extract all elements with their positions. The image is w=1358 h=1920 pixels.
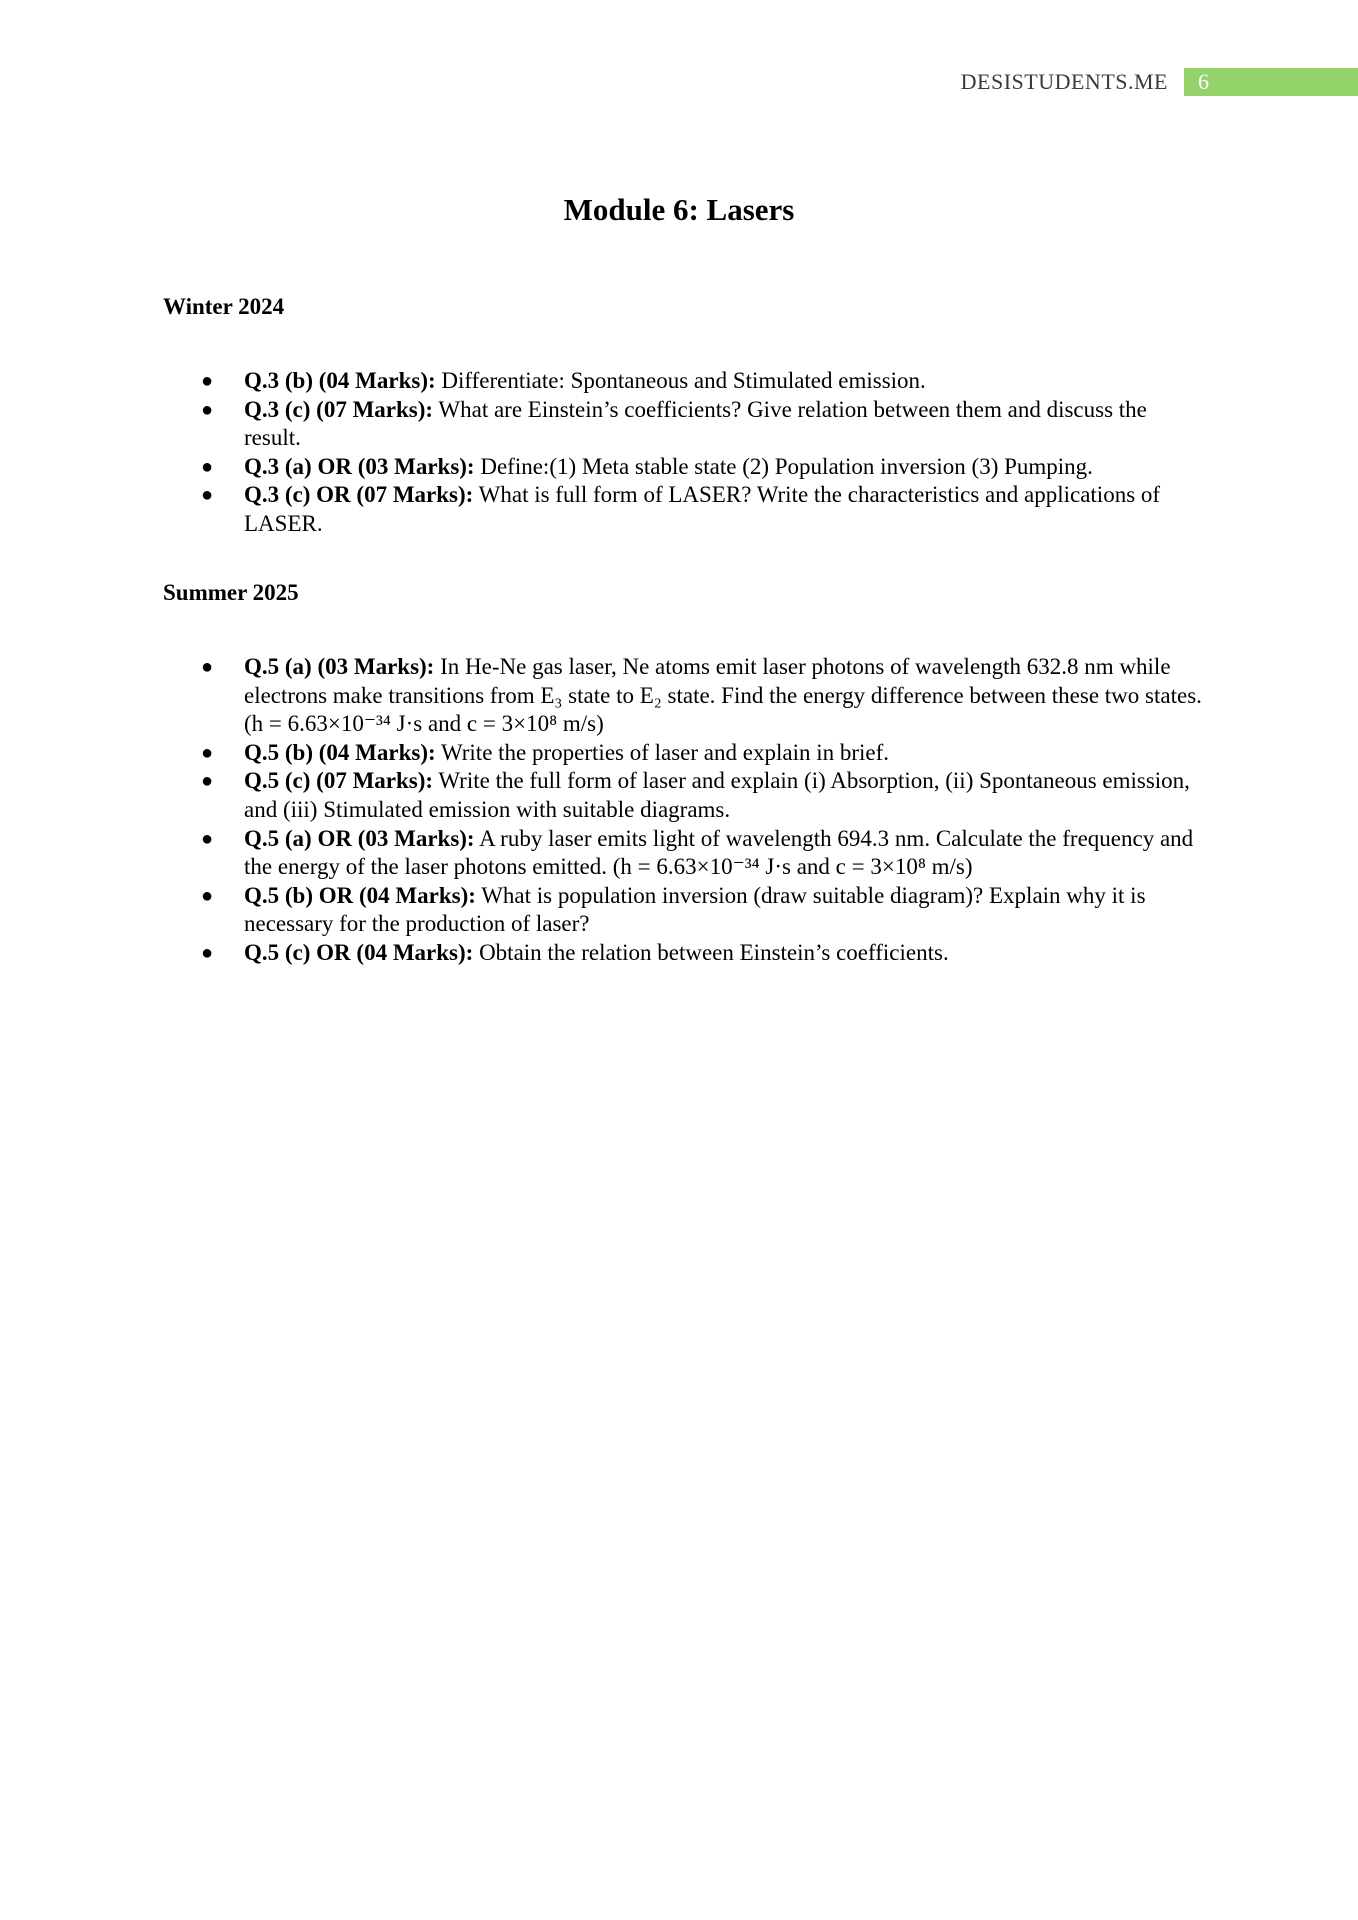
question-text: Define:(1) Meta stable state (2) Population inversion (3) Pumping.	[474, 453, 1093, 479]
section-heading: Summer 2025	[163, 580, 299, 605]
bullet-icon: ●	[201, 827, 214, 850]
question-label: Q.3 (c) OR (07 Marks):	[244, 482, 474, 508]
question-item	[163, 367, 1203, 396]
question-item	[163, 882, 1203, 939]
section-heading: Winter 2024	[163, 294, 285, 319]
bullet-icon: ●	[201, 455, 214, 478]
question-label: Q.5 (c) (07 Marks):	[244, 768, 434, 794]
page-number-box	[1184, 68, 1358, 96]
question-text: Obtain the relation between Einstein’s coefficients.	[473, 939, 949, 965]
question-label: Q.5 (a) OR (03 Marks):	[244, 825, 475, 851]
module-title: Module 6: Lasers	[563, 192, 795, 227]
section-winter-2024	[163, 292, 1203, 539]
question-text: What are Einstein’s coefficients? Give relation between them and discuss the result.	[244, 396, 1147, 451]
question-item	[163, 653, 1203, 739]
question-label: Q.3 (c) (07 Marks):	[244, 396, 434, 422]
site-name: DESISTUDENTS.ME	[960, 69, 1168, 94]
bullet-icon: ●	[201, 370, 214, 392]
question-item	[163, 453, 1203, 482]
question-label: Q.3 (a) OR (03 Marks):	[244, 453, 475, 479]
question-label: Q.5 (b) (04 Marks):	[244, 739, 436, 765]
question-text: Write the properties of laser and explain in brief.	[435, 739, 890, 765]
page-number: 6	[1198, 69, 1209, 94]
bullet-icon: ●	[201, 884, 214, 907]
question-item	[163, 739, 1203, 768]
question-list	[163, 367, 1203, 539]
bullet-icon: ●	[201, 941, 214, 964]
question-label: Q.3 (b) (04 Marks):	[244, 368, 436, 393]
question-list	[163, 653, 1203, 968]
bullet-icon: ●	[201, 484, 214, 507]
question-label: Q.5 (c) OR (04 Marks):	[244, 939, 474, 965]
question-item	[163, 396, 1203, 453]
question-text: Differentiate: Spontaneous and Stimulated emission.	[435, 368, 926, 393]
section-summer-2025	[163, 578, 1203, 968]
question-text: Write the full form of laser and explain (i) Absorption, (ii) Spontaneous emission, and (iii) Stimulated emission with suitable diagrams.	[244, 768, 1190, 822]
bullet-icon: ●	[201, 741, 214, 764]
question-item	[163, 481, 1203, 538]
question-item	[163, 939, 1203, 968]
page-header	[0, 68, 1358, 96]
question-item	[163, 825, 1203, 882]
bullet-icon: ●	[201, 770, 214, 793]
question-text: What is full form of LASER? Write the characteristics and applications of LASER.	[244, 482, 1161, 536]
question-text: A ruby laser emits light of wavelength 694.3 nm. Calculate the frequency and the energy of the laser photons emitted. (h = 6.63×10⁻³⁴ J·s and c = 3×10⁸ m/s)	[244, 825, 1194, 880]
bullet-icon: ●	[201, 398, 214, 421]
question-label: Q.5 (b) OR (04 Marks):	[244, 882, 476, 908]
question-item	[163, 767, 1203, 824]
question-label: Q.5 (a) (03 Marks):	[244, 654, 435, 679]
question-text: What is population inversion (draw suitable diagram)? Explain why it is necessary for the production of laser?	[244, 882, 1146, 937]
question-text: In He-Ne gas laser, Ne atoms emit laser photons of wavelength 632.8 nm while electrons make transitions from E₃ state to E₂ state. Find the energy difference between these two states. (h = 6.63×10⁻³⁴ J·s and c = 3×10⁸ m/s)	[244, 654, 1202, 737]
bullet-icon: ●	[201, 656, 214, 678]
